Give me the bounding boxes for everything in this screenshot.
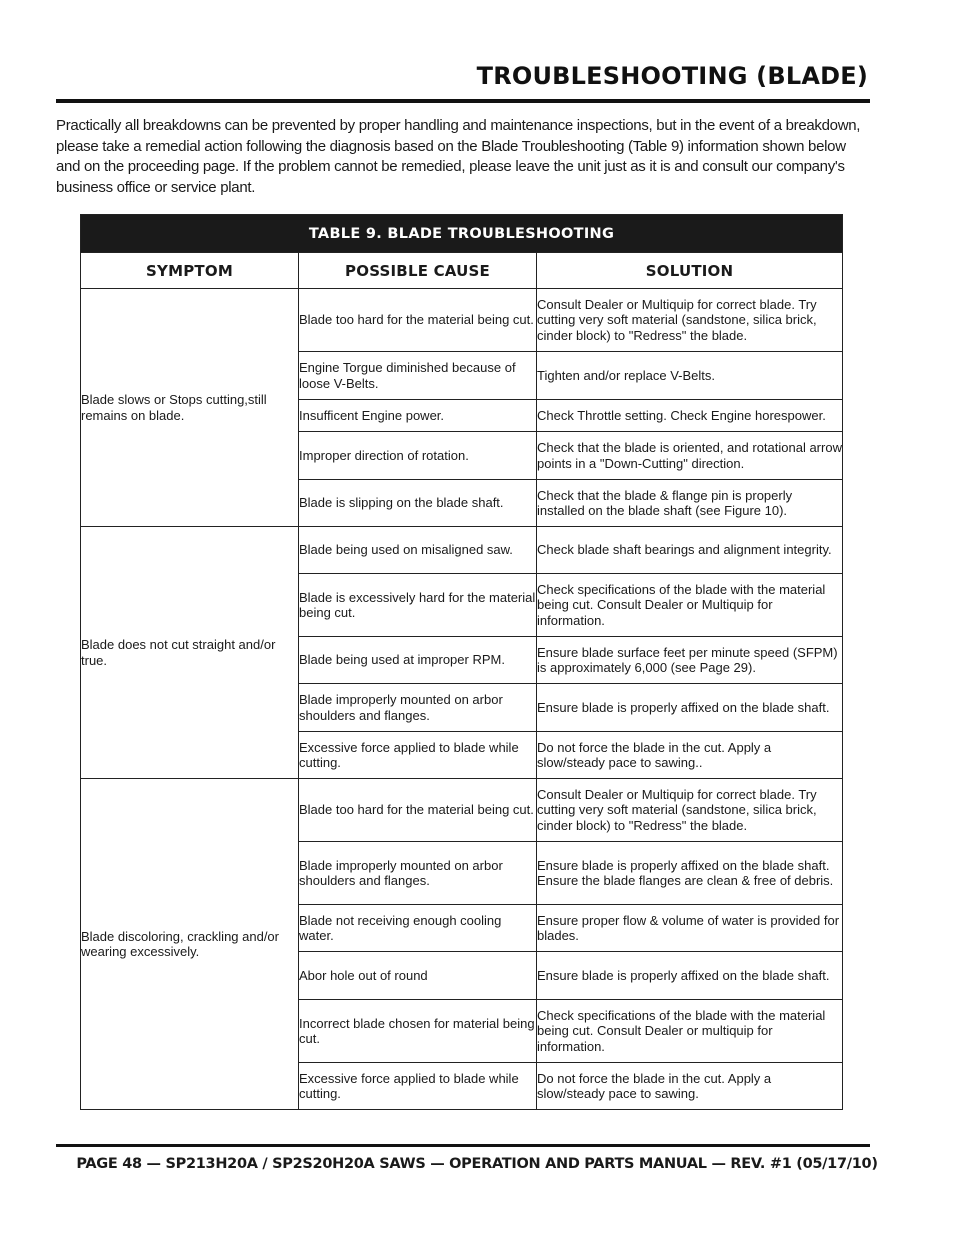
solution-cell: Ensure blade is properly affixed on the blade shaft. [537, 952, 843, 1000]
symptom-cell: Blade does not cut straight and/or true. [81, 527, 299, 779]
symptom-cell: Blade slows or Stops cutting,still remains on blade. [81, 289, 299, 527]
blade-troubleshooting-table [80, 214, 843, 1110]
cause-cell: Improper direction of rotation. [299, 432, 537, 480]
footer-rule [56, 1144, 870, 1147]
solution-cell: Ensure blade is properly affixed on the blade shaft. [537, 684, 843, 732]
solution-cell: Check that the blade is oriented, and rotational arrow points in a "Down-Cutting" direction. [537, 432, 843, 480]
solution-cell: Check Throttle setting. Check Engine horespower. [537, 400, 843, 432]
solution-cell: Do not force the blade in the cut. Apply a slow/steady pace to sawing. [537, 1063, 843, 1110]
table-caption: TABLE 9. BLADE TROUBLESHOOTING [81, 215, 843, 253]
cause-cell: Blade improperly mounted on arbor shoulders and flanges. [299, 684, 537, 732]
cause-cell: Blade too hard for the material being cut. [299, 289, 537, 352]
column-header-possible-cause: POSSIBLE CAUSE [299, 253, 537, 289]
cause-cell: Incorrect blade chosen for material being cut. [299, 1000, 537, 1063]
column-header-symptom: SYMPTOM [81, 253, 299, 289]
table-row [81, 527, 843, 574]
header-rule [56, 99, 870, 103]
solution-cell: Check that the blade & flange pin is properly installed on the blade shaft (see Figure 10). [537, 480, 843, 527]
cause-cell: Blade being used at improper RPM. [299, 637, 537, 684]
cause-cell: Excessive force applied to blade while cutting. [299, 732, 537, 779]
solution-cell: Do not force the blade in the cut. Apply a slow/steady pace to sawing.. [537, 732, 843, 779]
cause-cell: Blade too hard for the material being cut. [299, 779, 537, 842]
cause-cell: Excessive force applied to blade while cutting. [299, 1063, 537, 1110]
solution-cell: Consult Dealer or Multiquip for correct blade. Try cutting very soft material (sandstone, silica brick, cinder block) to "Redress" the blade. [537, 779, 843, 842]
cause-cell: Insufficent Engine power. [299, 400, 537, 432]
cause-cell: Blade not receiving enough cooling water. [299, 905, 537, 952]
symptom-cell: Blade discoloring, crackling and/or wearing excessively. [81, 779, 299, 1110]
cause-cell: Blade improperly mounted on arbor shoulders and flanges. [299, 842, 537, 905]
cause-cell: Blade is slipping on the blade shaft. [299, 480, 537, 527]
page-title: TROUBLESHOOTING (BLADE) [476, 62, 868, 90]
cause-cell: Blade is excessively hard for the material being cut. [299, 574, 537, 637]
cause-cell: Engine Torgue diminished because of loose V-Belts. [299, 352, 537, 400]
solution-cell: Check specifications of the blade with the material being cut. Consult Dealer or multiquip for information. [537, 1000, 843, 1063]
solution-cell: Tighten and/or replace V-Belts. [537, 352, 843, 400]
solution-cell: Check specifications of the blade with the material being cut. Consult Dealer or Multiquip for information. [537, 574, 843, 637]
solution-cell: Check blade shaft bearings and alignment integrity. [537, 527, 843, 574]
table-row [81, 289, 843, 352]
solution-cell: Consult Dealer or Multiquip for correct blade. Try cutting very soft material (sandstone, silica brick, cinder block) to "Redress" the blade. [537, 289, 843, 352]
cause-cell: Blade being used on misaligned saw. [299, 527, 537, 574]
solution-cell: Ensure blade surface feet per minute speed (SFPM) is approximately 6,000 (see Page 29). [537, 637, 843, 684]
table-row [81, 779, 843, 842]
cause-cell: Abor hole out of round [299, 952, 537, 1000]
page-footer: PAGE 48 — SP213H20A / SP2S20H20A SAWS — OPERATION AND PARTS MANUAL — REV. #1 (05/17/10) [76, 1156, 878, 1172]
column-header-solution: SOLUTION [537, 253, 843, 289]
intro-paragraph: Practically all breakdowns can be prevented by proper handling and maintenance inspections, but in the event of a breakdown, please take a remedial action following the diagnosis based on the Blade Troubleshooting (Table 9) information shown below and on the proceeding page. If the problem cannot be remedied, please leave the unit just as it is and consult our company's business office or service plant. [56, 117, 861, 196]
solution-cell: Ensure blade is properly affixed on the blade shaft. Ensure the blade flanges are clean & free of debris. [537, 842, 843, 905]
solution-cell: Ensure proper flow & volume of water is provided for blades. [537, 905, 843, 952]
